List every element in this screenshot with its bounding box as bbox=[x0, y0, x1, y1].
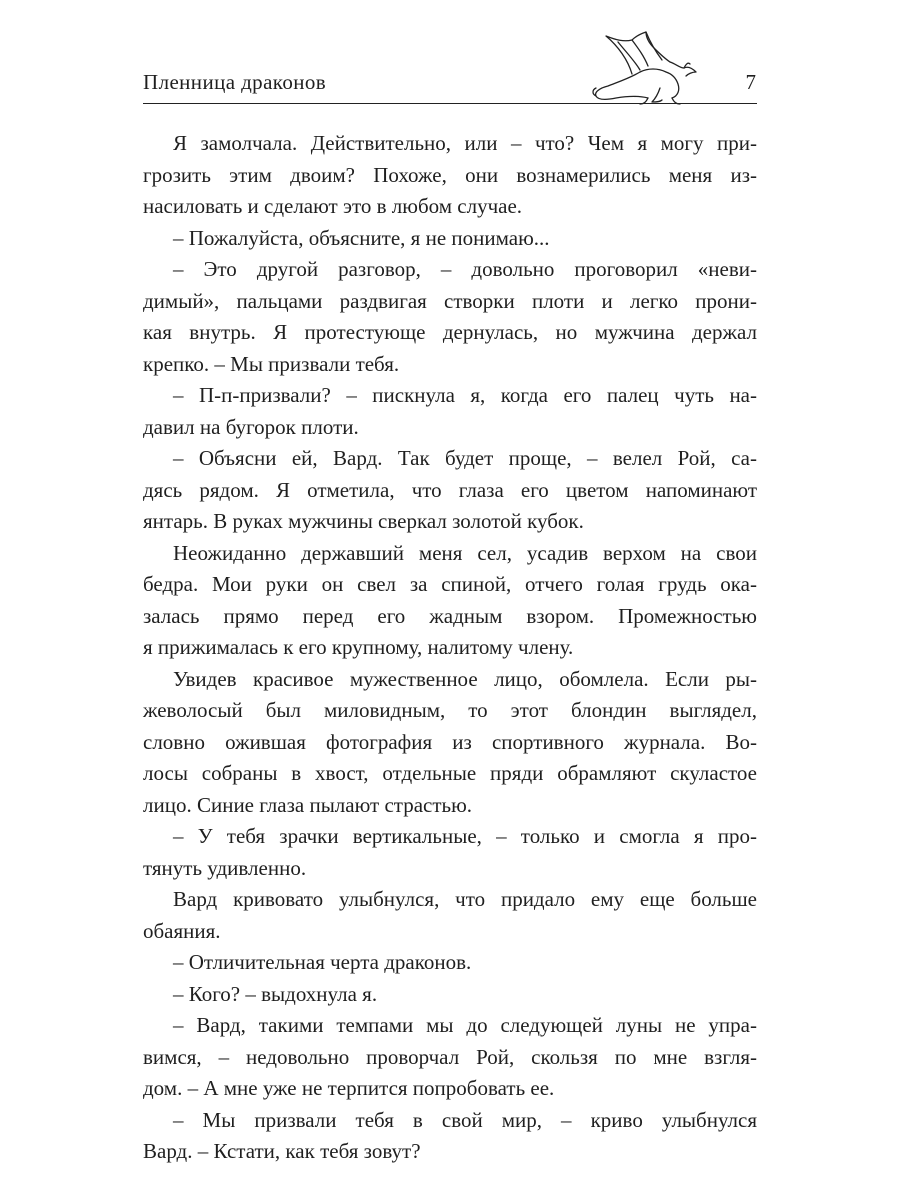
text-line: дясь рядом. Я отметила, что глаза его цветом напоминают bbox=[143, 477, 757, 502]
text-line: – П-п-призвали? – пискнула я, когда его палец чуть на- bbox=[173, 383, 757, 407]
text-line: дом. – А мне уже не терпится попробовать ее. bbox=[143, 1076, 555, 1100]
text-line: – Вард, такими темпами мы до следующей луны не упра- bbox=[173, 1013, 757, 1037]
text-line: обаяния. bbox=[143, 918, 221, 943]
text-line: вимся, – недовольно проворчал Рой, скользя по мне взгля- bbox=[143, 1044, 757, 1069]
dragon-icon bbox=[588, 28, 708, 108]
text-line: я прижималась к его крупному, налитому члену. bbox=[143, 635, 574, 659]
page-number: 7 bbox=[745, 70, 756, 94]
text-line: грозить этим двоим? Похоже, они вознамерились меня из- bbox=[143, 162, 757, 187]
body-text bbox=[143, 128, 757, 1168]
text-line: крепко. – Мы призвали тебя. bbox=[143, 351, 400, 376]
running-head-title: Пленница драконов bbox=[143, 70, 327, 94]
text-line: – Пожалуйста, объясните, я не понимаю... bbox=[173, 225, 550, 250]
text-line: Неожиданно державший меня сел, усадив верхом на свои bbox=[173, 540, 757, 565]
text-line: Увидев красивое мужественное лицо, обомлела. Если ры- bbox=[173, 666, 757, 691]
text-line: Вард кривовато улыбнулся, что придало ему еще больше bbox=[173, 887, 757, 911]
text-line: кая внутрь. Я протестующе дернулась, но мужчина держал bbox=[143, 320, 757, 344]
text-line: жеволосый был миловидным, то этот блондин выглядел, bbox=[143, 698, 757, 722]
text-line: давил на бугорок плоти. bbox=[143, 414, 359, 439]
text-line: Я замолчала. Действительно, или – что? Чем я могу при- bbox=[173, 131, 757, 155]
text-line: янтарь. В руках мужчины сверкал золотой кубок. bbox=[143, 509, 584, 533]
text-line: димый», пальцами раздвигая створки плоти и легко прони- bbox=[143, 288, 757, 313]
text-line: – Отличительная черта драконов. bbox=[173, 950, 472, 974]
text-line: – Кого? – выдохнула я. bbox=[173, 981, 378, 1006]
text-line: словно ожившая фотография из спортивного журнала. Во- bbox=[143, 729, 757, 754]
text-line: лосы собраны в хвост, отдельные пряди обрамляют скуластое bbox=[143, 761, 757, 785]
text-line: бедра. Мои руки он свел за спиной, отчего голая грудь ока- bbox=[143, 572, 757, 596]
text-line: – У тебя зрачки вертикальные, – только и смогла я про- bbox=[173, 824, 757, 848]
text-line: – Мы призвали тебя в свой мир, – криво улыбнулся bbox=[173, 1107, 757, 1132]
text-line: – Объясни ей, Вард. Так будет проще, – велел Рой, са- bbox=[173, 446, 757, 470]
text-line: насиловать и сделают это в любом случае. bbox=[143, 194, 523, 218]
text-line: тянуть удивленно. bbox=[143, 855, 307, 880]
text-line: залась прямо перед его жадным взором. Промежностью bbox=[143, 603, 757, 628]
text-line: лицо. Синие глаза пылают страстью. bbox=[143, 792, 473, 817]
text-line: – Это другой разговор, – довольно проговорил «неви- bbox=[173, 257, 757, 281]
text-line: Вард. – Кстати, как тебя зовут? bbox=[143, 1139, 421, 1163]
